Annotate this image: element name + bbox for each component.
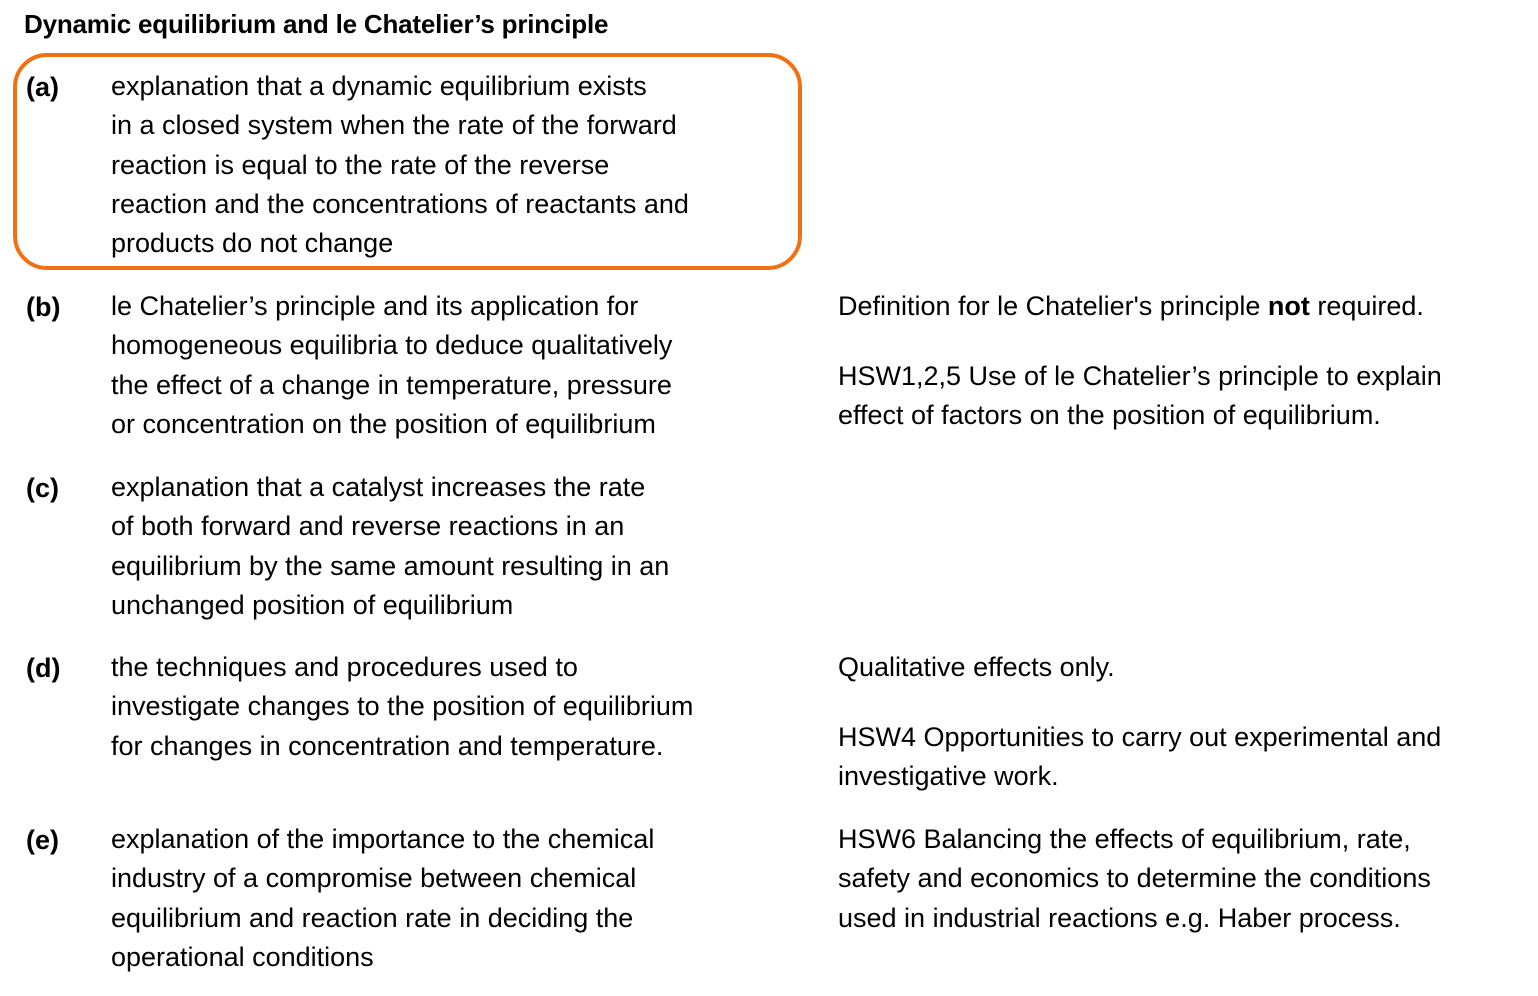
item-b-note-2-line: effect of factors on the position of equilibrium. — [838, 400, 1381, 431]
item-d-note-1-line: Qualitative effects only. — [838, 652, 1115, 682]
item-d-note-2 — [838, 718, 1528, 797]
note-bold-text: not — [1267, 291, 1310, 321]
item-d-note-2-line: investigative work. — [838, 761, 1059, 792]
item-b-line: homogeneous equilibria to deduce qualitatively — [111, 330, 673, 361]
item-e-line: explanation of the importance to the chemical — [111, 824, 655, 854]
item-c-line: equilibrium by the same amount resulting in an — [111, 550, 670, 581]
item-e-text — [111, 820, 811, 977]
item-a-line: in a closed system when the rate of the forward — [111, 110, 677, 141]
item-b-note-2 — [838, 357, 1528, 436]
item-a-text — [111, 67, 811, 263]
item-e-note — [838, 820, 1528, 938]
section-title: Dynamic equilibrium and le Chatelier’s principle — [24, 9, 609, 39]
note-text: required. — [1309, 291, 1424, 321]
item-a-label: (a) — [26, 72, 59, 102]
item-b-line: le Chatelier’s principle and its application for — [111, 291, 639, 321]
item-d-line: the techniques and procedures used to — [111, 652, 578, 682]
item-c-line: unchanged position of equilibrium — [111, 589, 514, 620]
item-c-line: of both forward and reverse reactions in an — [111, 511, 625, 542]
item-b-label: (b) — [26, 292, 61, 322]
item-e-note-line: used in industrial reactions e.g. Haber process. — [838, 902, 1401, 933]
item-d-label: (d) — [26, 653, 61, 683]
item-a-line: products do not change — [111, 228, 394, 259]
item-d-line: investigate changes to the position of equilibrium — [111, 691, 694, 722]
item-a-line: reaction and the concentrations of reactants and — [111, 188, 689, 219]
item-d-line: for changes in concentration and temperature. — [111, 730, 664, 761]
item-c-line: explanation that a catalyst increases the rate — [111, 472, 646, 502]
item-a-line: reaction is equal to the rate of the reverse — [111, 149, 610, 180]
item-b-note-1-line — [838, 287, 1528, 326]
item-e-label: (e) — [26, 825, 59, 855]
item-b-line: or concentration on the position of equilibrium — [111, 408, 656, 439]
item-b-text — [111, 287, 811, 444]
item-e-note-line: HSW6 Balancing the effects of equilibrium, rate, — [838, 824, 1411, 854]
item-b-note-1 — [838, 287, 1528, 326]
item-d-text — [111, 648, 811, 766]
item-c-label: (c) — [26, 473, 59, 503]
item-a-line: explanation that a dynamic equilibrium exists — [111, 71, 647, 101]
item-c-text — [111, 468, 811, 625]
item-e-line: equilibrium and reaction rate in deciding the — [111, 902, 634, 933]
item-e-line: industry of a compromise between chemical — [111, 863, 637, 894]
item-b-note-2-line: HSW1,2,5 Use of le Chatelier’s principle to explain — [838, 361, 1442, 391]
item-d-note-1 — [838, 648, 1528, 687]
item-d-note-2-line: HSW4 Opportunities to carry out experimental and — [838, 722, 1442, 752]
item-b-line: the effect of a change in temperature, pressure — [111, 369, 672, 400]
item-e-line: operational conditions — [111, 941, 374, 972]
note-text: Definition for le Chatelier's principle — [838, 291, 1268, 321]
item-e-note-line: safety and economics to determine the conditions — [838, 863, 1431, 894]
